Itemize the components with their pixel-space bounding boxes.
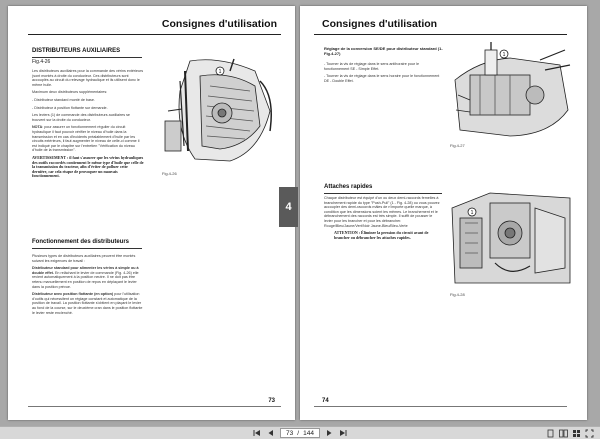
section-title-distributeurs: DISTRIBUTEURS AUXILIAIRES [32, 48, 121, 54]
view-tools [545, 428, 594, 438]
two-page-icon [559, 429, 568, 438]
figure-4-28-image [450, 188, 572, 288]
chapter-tab: 4 [279, 187, 298, 227]
grid-icon [572, 429, 581, 438]
figure-4-26-image [160, 51, 280, 169]
page-number: 73 [268, 398, 275, 404]
first-page-button[interactable] [252, 428, 262, 438]
bullet-text: En relâchant le levier de commande (Fig. 4-26) elle revient automatiquement à la position neutre. Il ne doit pas être retenu manuellement en position de repos en déplaçant le levier dans la position prévue. [32, 270, 139, 289]
section-title-reglage: Réglage de la conversion SE/DE pour distributeur standard (1-Fig.4-27) [324, 46, 443, 56]
warning-paragraph: AVERTISSEMENT : il faut s'assurer que les vérins hydrauliques des outils raccordés contiennent le même type d'huile que celle de la transmission du tracteur, afin d'éviter de polluer cette dernière, car cela risque de provoquer un mauvais fonctionnement. [32, 154, 144, 179]
page-header-title: Consignes d'utilisation [322, 18, 438, 30]
page-73 [8, 6, 295, 420]
bullet-title: Distributeur avec position flottante (en option) [32, 292, 114, 297]
paragraph: Chaque distributeur est équipé d'un ou deux demi-raccords femelles à branchement rapide du type "Push-Pull" (1 - Fig. 4-28) ou vous pouvez accoupler des demi-raccords mâles de n'importe quelle marque, à condition que les dimensions soient les mêmes. Le branchement et le débranchement des raccords est très simple. Il suffit de pousser le levier pour les brancher et pour les débrancher. Rouge/Bleu/Jaune/Vert/Noir Jaune-Bleu/Bleu-Verte [324, 196, 440, 228]
page-separator: / [297, 429, 300, 437]
figure-caption: Fig.4-28 [450, 292, 465, 297]
paragraph: - Distributeur à position flottante sur demande. [32, 105, 108, 110]
paragraph: Les distributeurs auxiliaires pour la commande des vérins extérieurs (sont montés à droite du conducteur. Ces distributeurs sont accouplés au circuit du relevage hydraulique et ils utilisent donc le même huile. [32, 69, 144, 87]
section1-body [32, 69, 144, 182]
section-rule [32, 57, 142, 58]
bullet-title: Distributeur standard pour alimenter les vérins à simple ou à double effet. [32, 266, 139, 275]
section-title-fonctionnement: Fonctionnement des distributeurs [32, 239, 130, 245]
next-page-icon [325, 429, 333, 437]
section-title-attaches: Attaches rapides [324, 184, 373, 190]
bullet-paragraph [32, 266, 144, 289]
total-pages: 144 [303, 429, 314, 437]
section2-body [32, 254, 144, 318]
note-label: NOTA [32, 125, 43, 130]
paragraph: - Tourner la vis de réglage dans le sens horaire pour le fonctionnement DE - Double Effet. [324, 74, 440, 83]
pdf-toolbar [0, 426, 600, 439]
section2-body [324, 196, 442, 243]
paragraph: Plusieurs types de distributeurs auxiliaires peuvent être montés suivant les exigences de travail : [32, 254, 136, 263]
footer-rule [28, 406, 281, 407]
header-rule [28, 34, 281, 35]
bullet-paragraph [32, 292, 144, 315]
next-page-button[interactable] [324, 428, 334, 438]
attention-paragraph: ATTENTION : Éliminer la pression du circuit avant de brancher ou débrancher les attaches rapides. [334, 230, 429, 240]
figure-caption: Fig.4-26 [162, 171, 177, 176]
footer-rule [314, 406, 567, 407]
fullscreen-icon [585, 429, 594, 438]
bullet-text: pour l'utilisation d'outils qui nécessitent un réglage constant et automatique de la position de travail. La position flottante s'obtient en plaçant le levier au fond de la course, sur le deuxième cran dans le position flottante le levier reste enclenché. [32, 292, 143, 315]
paragraph: - Distributeur standard monté de base. [32, 97, 95, 102]
svg-text:1: 1 [470, 210, 474, 216]
section-rule [32, 248, 142, 249]
page-number: 74 [322, 398, 329, 404]
single-page-view-button[interactable] [545, 428, 555, 438]
figure-caption: Fig.4-27 [450, 143, 465, 148]
fullscreen-button[interactable] [584, 428, 594, 438]
page-number-field[interactable] [280, 428, 320, 438]
paragraph: - Tourner la vis de réglage dans le sens antihoraire pour le fonctionnement SE - Simple Effet. [324, 62, 420, 71]
figure-reference: Fig.4-26 [32, 59, 51, 65]
previous-page-button[interactable] [266, 428, 276, 438]
paragraph: Les leviers (1) de commande des distributeurs auxiliaires se trouvent sur la droite du conducteur. [32, 113, 130, 122]
last-page-button[interactable] [338, 428, 348, 438]
svg-text:1: 1 [502, 52, 506, 58]
first-page-icon [253, 429, 261, 437]
header-rule [314, 34, 567, 35]
section-rule [324, 193, 442, 194]
svg-text:1: 1 [218, 69, 222, 75]
page-header-title: Consignes d'utilisation [161, 18, 277, 30]
grid-view-button[interactable] [571, 428, 581, 438]
page-74 [300, 6, 587, 420]
last-page-icon [339, 429, 347, 437]
note-text: : pour assurer un fonctionnement régulier du circuit hydraulique il faut pouvoir vérifier le niveau d'huile dans la transmission et en cas d'incidents préalablement d'huile par les circuits extérieurs, il faut augmenter le niveau de celle-ci comme il est indiqué par le chapitre sur l'entretien "Vérification du niveau d'huile de la transmission". [32, 125, 140, 153]
note-paragraph [32, 125, 144, 153]
previous-page-icon [267, 429, 275, 437]
single-page-icon [546, 429, 555, 438]
figure-4-27-image [450, 40, 572, 140]
current-page[interactable]: 73 [286, 429, 294, 437]
two-page-view-button[interactable] [558, 428, 568, 438]
paragraph: Maximum deux distributeurs supplémentaires: [32, 90, 108, 95]
section1-body [324, 62, 442, 86]
